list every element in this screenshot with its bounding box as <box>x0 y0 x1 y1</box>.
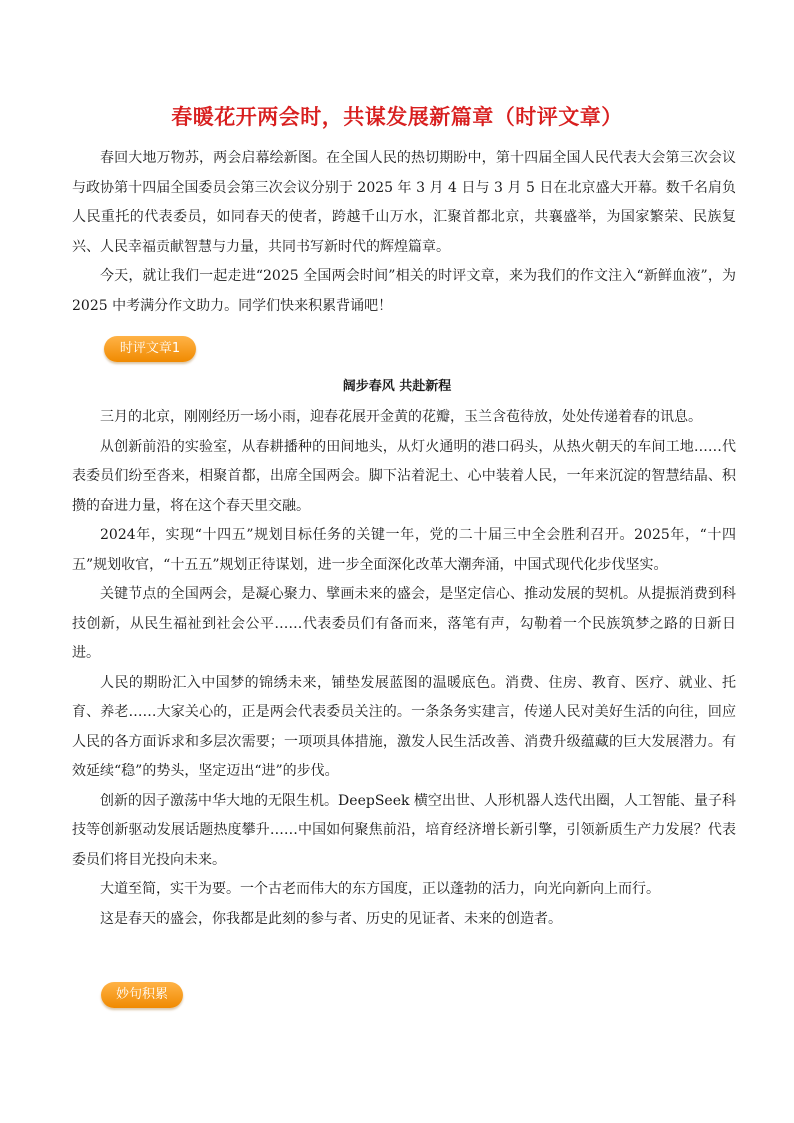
article-paragraph: 2024年，实现“十四五”规划目标任务的关键一年，党的二十届三中全会胜利召开。2025年，“十四五”规划收官，“十五五”规划正待谋划，进一步全面深化改革大潮奔涌，中国式现代化步伐坚实。 <box>72 527 736 573</box>
section-badge-article-1: 时评文章1 <box>104 336 196 362</box>
document-title: 春暖花开两会时，共谋发展新篇章（时评文章） <box>171 105 623 129</box>
article-paragraph: 大道至简，实干为要。一个古老而伟大的东方国度，正以蓬勃的活力，向光向新向上而行。 <box>100 881 660 897</box>
article-paragraph: 创新的因子激荡中华大地的无限生机。DeepSeek 横空出世、人形机器人迭代出圈，人工智能、量子科技等创新驱动发展话题热度攀升……中国如何聚焦前沿，培育经济增长新引擎，引领新质生产力发展？代表委员们将目光投向未来。 <box>72 792 736 868</box>
article-title: 阔步春风 共赴新程 <box>342 379 452 394</box>
intro-section <box>72 144 736 321</box>
article-paragraph: 三月的北京，刚刚经历一场小雨，迎春花展开金黄的花瓣，玉兰含苞待放，处处传递着春的讯息。 <box>100 409 702 425</box>
article-body <box>72 403 736 934</box>
intro-paragraph: 今天，就让我们一起走进“2025 全国两会时间”相关的时评文章，来为我们的作文注入“新鲜血液”，为 2025 中考满分作文助力。同学们快来积累背诵吧！ <box>72 268 736 314</box>
intro-paragraph: 春回大地万物苏，两会启幕绘新图。在全国人民的热切期盼中，第十四届全国人民代表大会第三次会议与政协第十四届全国委员会第三次会议分别于 2025 年 3 月 4 日与 3 月 5 日在北京盛大开幕。数千名肩负人民重托的代表委员，如同春天的使者，跨越千山万水，汇聚首都北京，共襄盛举，为国家繁荣、民族复兴、人民幸福贡献智慧与力量，共同书写新时代的辉煌篇章。 <box>72 150 736 255</box>
article-paragraph: 人民的期盼汇入中国梦的锦绣未来，铺垫发展蓝图的温暖底色。消费、住房、教育、医疗、就业、托育、养老……大家关心的，正是两会代表委员关注的。一条条务实建言，传递人民对美好生活的向往，回应人民的各方面诉求和多层次需要；一项项具体措施，激发人民生活改善、消费升级蕴藏的巨大发展潜力。有效延续“稳”的势头，坚定迈出“进”的步伐。 <box>72 674 736 779</box>
article-paragraph: 这是春天的盛会，你我都是此刻的参与者、历史的见证者、未来的创造者。 <box>100 910 562 927</box>
section-badge-sentences: 妙句积累 <box>101 982 183 1008</box>
article-paragraph: 从创新前沿的实验室，从春耕播种的田间地头，从灯火通明的港口码头，从热火朝天的车间工地……代表委员们纷至沓来，相聚首都，出席全国两会。脚下沾着泥土、心中装着人民，一年来沉淀的智慧结晶、积攒的奋进力量，将在这个春天里交融。 <box>72 438 736 514</box>
article-paragraph: 关键节点的全国两会，是凝心聚力、擘画未来的盛会，是坚定信心、推动发展的契机。从提振消费到科技创新，从民生福祉到社会公平……代表委员们有备而来，落笔有声，勾勒着一个民族筑梦之路的日新日进。 <box>72 586 736 661</box>
